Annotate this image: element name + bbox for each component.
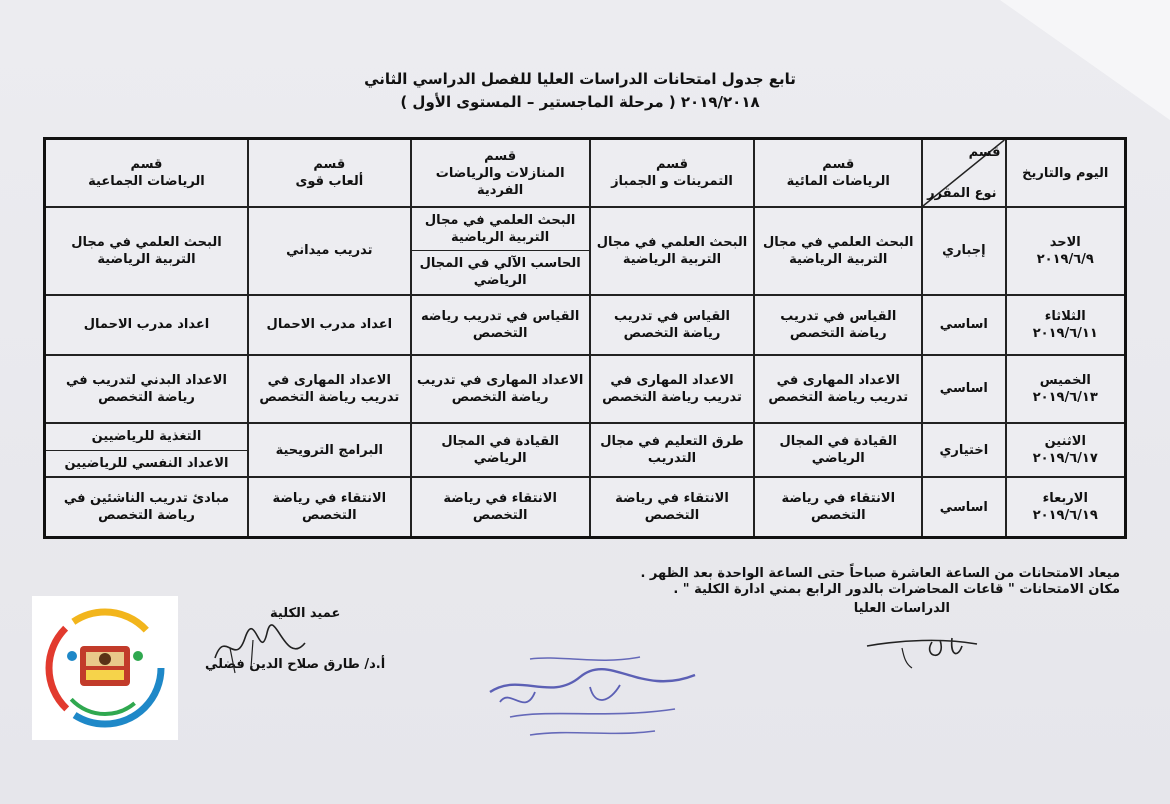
table-cell: الحاسب الآلي في المجال الرياضي (412, 250, 589, 293)
table-cell: الانتقاء في رياضة التخصص (590, 477, 755, 537)
table-cell: مبادئ تدريب الناشئين في رياضة التخصص (45, 477, 248, 537)
header-course-type (922, 139, 1005, 208)
table-cell: البحث العلمي في مجال التربية الرياضية (424, 213, 576, 246)
dean-signature (205, 618, 315, 678)
e-portal-logo (32, 596, 178, 740)
document-subtitle: ٢٠١٩/٢٠١٨ ( مرحلة الماجستير – المستوى الأول ) (400, 93, 760, 111)
header-gymnastics: قسم التمرينات و الجمباز (590, 139, 755, 208)
table-row (45, 295, 1126, 355)
table-cell: الاعداد المهارى في تدريب رياضة التخصص (411, 355, 590, 423)
table-cell: التغذية للرياضيين (91, 429, 202, 445)
table-cell: الانتقاء في رياضة التخصص (754, 477, 922, 537)
table-cell: اعداد مدرب الاحمال (45, 295, 248, 355)
table-row (45, 423, 1126, 477)
table-row (45, 207, 1126, 294)
day-date-cell: الثلاثاء ٢٠١٩/٦/١١ (1006, 295, 1126, 355)
header-type-label: نوع المقرر (927, 186, 997, 202)
header-athletics: قسم ألعاب قوى (248, 139, 411, 208)
graduate-studies-label: الدراسات العليا (853, 601, 950, 616)
table-cell: القيادة في المجال الرياضي (754, 423, 922, 477)
day-date-cell: الخميس ٢٠١٩/٦/١٣ (1006, 355, 1126, 423)
course-type-cell: اساسي (922, 295, 1005, 355)
table-cell: تدريب ميداني (248, 207, 411, 294)
table-cell: القياس في تدريب رياضه التخصص (411, 295, 590, 355)
table-cell: الاعداد المهارى في تدريب رياضة التخصص (248, 355, 411, 423)
header-combat-sports: قسم المنازلات والرياضات الفردية (411, 139, 590, 208)
professor-stamp (470, 647, 710, 747)
page-fold (1000, 0, 1170, 120)
exam-time-note: ميعاد الامتحانات من الساعة العاشرة صباحاً حتى الساعة الواحدة بعد الظهر . (640, 566, 1120, 581)
dean-title: عميد الكلية (270, 606, 341, 621)
header-team-sports: قسم الرياضات الجماعية (45, 139, 248, 208)
table-cell: القيادة في المجال الرياضي (411, 423, 590, 477)
table-cell: الاعداد البدني لتدريب في رياضة التخصص (45, 355, 248, 423)
header-day-date: اليوم والتاريخ (1006, 139, 1126, 208)
table-cell: طرق التعليم في مجال التدريب (590, 423, 755, 477)
course-type-cell: اساسي (922, 355, 1005, 423)
day-date-cell: الاربعاء ٢٠١٩/٦/١٩ (1006, 477, 1126, 537)
table-cell: اعداد مدرب الاحمال (248, 295, 411, 355)
table-cell: الاعداد المهارى في تدريب رياضة التخصص (590, 355, 755, 423)
header-dept-label: قسم (968, 145, 1001, 161)
table-cell: البرامج الترويحية (248, 423, 411, 477)
table-cell: الانتقاء في رياضة التخصص (248, 477, 411, 537)
day-date-cell: الاثنين ٢٠١٩/٦/١٧ (1006, 423, 1126, 477)
split-cell (411, 207, 590, 294)
table-cell: القياس في تدريب رياضة التخصص (590, 295, 755, 355)
day-date-cell: الاحد ٢٠١٩/٦/٩ (1006, 207, 1126, 294)
course-type-cell: إجباري (922, 207, 1005, 294)
table-cell: الاعداد المهارى في تدريب رياضة التخصص (754, 355, 922, 423)
exam-location-note: مكان الامتحانات " قاعات المحاضرات بالدور الرابع بمني ادارة الكلية " . (673, 582, 1120, 597)
table-cell: البحث العلمي في مجال التربية الرياضية (590, 207, 755, 294)
exam-schedule-table (43, 137, 1127, 539)
graduate-studies-signature (862, 628, 982, 672)
dean-name: أ.د/ طارق صلاح الدين فضلي (205, 657, 386, 672)
split-cell (45, 423, 248, 477)
table-cell: القياس في تدريب رياضة التخصص (754, 295, 922, 355)
table-cell: الاعداد النفسي للرياضيين (46, 450, 247, 477)
table-row (45, 355, 1126, 423)
table-cell: الانتقاء في رياضة التخصص (411, 477, 590, 537)
document-title: تابع جدول امتحانات الدراسات العليا للفصل الدراسي الثاني (364, 70, 796, 88)
table-cell: البحث العلمي في مجال التربية الرياضية (754, 207, 922, 294)
course-type-cell: اختياري (922, 423, 1005, 477)
table-cell: البحث العلمي في مجال التربية الرياضية (45, 207, 248, 294)
course-type-cell: اساسي (922, 477, 1005, 537)
header-row (45, 139, 1126, 208)
table-row (45, 477, 1126, 537)
header-aquatic: قسم الرياضات المائية (754, 139, 922, 208)
